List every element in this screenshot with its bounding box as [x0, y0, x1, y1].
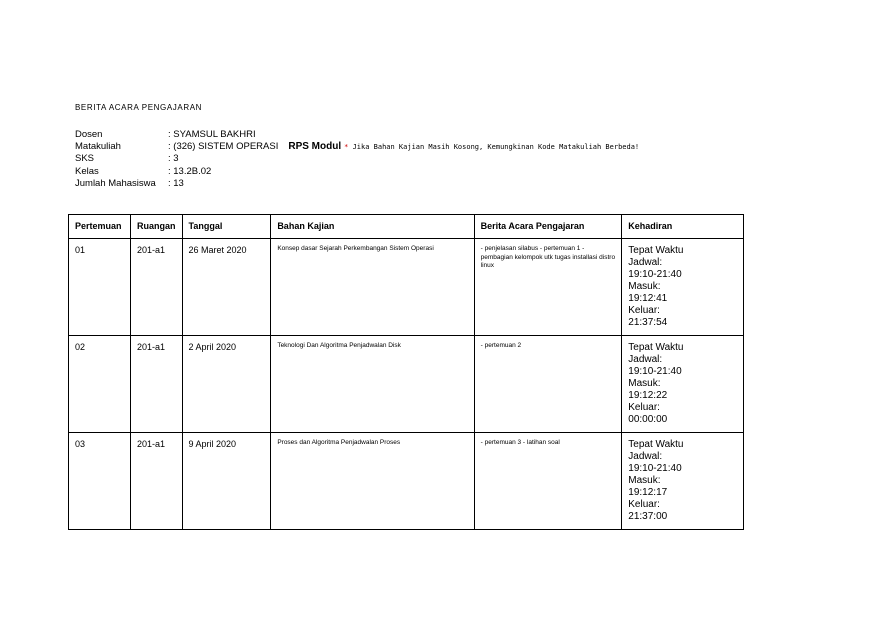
cell-pertemuan: 03 [69, 433, 131, 530]
schedule-value: 19:10-21:40 [628, 269, 682, 280]
info-value: : 13.2B.02 [168, 165, 212, 177]
info-row-dosen [75, 129, 639, 141]
info-value: : (326) SISTEM OPERASI [168, 141, 279, 153]
header-ruangan: Ruangan [130, 215, 182, 239]
attendance-table [68, 214, 744, 530]
table-header-row [69, 215, 744, 239]
check-in-value: 19:12:17 [628, 487, 668, 498]
check-out-label: Keluar: [628, 305, 660, 316]
info-label: Matakuliah [75, 141, 121, 153]
cell-bahan-kajian: Proses dan Algoritma Penjadwalan Proses [271, 433, 474, 530]
cell-tanggal: 2 April 2020 [182, 336, 271, 433]
cell-berita-acara: - pertemuan 2 [474, 336, 622, 433]
schedule-label: Jadwal: [628, 257, 663, 268]
info-row-matakuliah [75, 141, 639, 153]
info-label: SKS [75, 153, 95, 165]
check-out-value: 21:37:00 [628, 511, 668, 522]
header-berita-acara: Berita Acara Pengajaran [474, 215, 622, 239]
check-in-label: Masuk: [628, 475, 661, 486]
check-in-value: 19:12:41 [628, 293, 668, 304]
schedule-label: Jadwal: [628, 354, 663, 365]
cell-tanggal: 9 April 2020 [182, 433, 271, 530]
cell-ruangan: 201-a1 [130, 336, 182, 433]
header-bahan-kajian: Bahan Kajian [271, 215, 474, 239]
cell-ruangan: 201-a1 [130, 239, 182, 336]
info-value: : 3 [168, 153, 179, 165]
course-info [75, 129, 639, 190]
check-out-label: Keluar: [628, 402, 660, 413]
cell-pertemuan: 01 [69, 239, 131, 336]
note-asterisk: * [344, 143, 349, 152]
info-label: Jumlah Mahasiswa [75, 177, 156, 189]
table-row [69, 336, 744, 433]
info-label: Kelas [75, 165, 99, 177]
cell-ruangan: 201-a1 [130, 433, 182, 530]
info-row-sks [75, 153, 639, 165]
rps-modul-link[interactable]: RPS Modul [288, 141, 342, 153]
cell-berita-acara: - penjelasan silabus - pertemuan 1 - pembagian kelompok utk tugas installasi distro linux [474, 239, 622, 336]
cell-bahan-kajian: Teknologi Dan Algoritma Penjadwalan Disk [271, 336, 474, 433]
info-row-jumlah [75, 178, 639, 190]
table-row [69, 433, 744, 530]
cell-pertemuan: 02 [69, 336, 131, 433]
attendance-status: Tepat Waktu [628, 342, 684, 353]
header-pertemuan: Pertemuan [69, 215, 131, 239]
warning-note [344, 141, 639, 153]
schedule-label: Jadwal: [628, 451, 663, 462]
info-value: : 13 [168, 177, 184, 189]
check-in-label: Masuk: [628, 281, 661, 292]
attendance-status: Tepat Waktu [628, 245, 684, 256]
cell-tanggal: 26 Maret 2020 [182, 239, 271, 336]
attendance-status: Tepat Waktu [628, 439, 684, 450]
info-row-kelas [75, 166, 639, 178]
cell-kehadiran [622, 336, 744, 433]
info-label: Dosen [75, 129, 103, 140]
header-kehadiran: Kehadiran [622, 215, 744, 239]
check-out-label: Keluar: [628, 499, 660, 510]
note-text: Jika Bahan Kajian Masih Kosong, Kemungkinan Kode Matakuliah Berbeda! [352, 143, 640, 152]
cell-kehadiran [622, 433, 744, 530]
schedule-value: 19:10-21:40 [628, 463, 682, 474]
cell-bahan-kajian: Konsep dasar Sejarah Perkembangan Sistem Operasi [271, 239, 474, 336]
header-tanggal: Tanggal [182, 215, 271, 239]
info-value: : SYAMSUL BAKHRI [168, 129, 256, 140]
check-out-value: 21:37:54 [628, 317, 668, 328]
check-in-value: 19:12:22 [628, 390, 668, 401]
cell-berita-acara: - pertemuan 3 - latihan soal [474, 433, 622, 530]
document-title: BERITA ACARA PENGAJARAN [75, 103, 203, 112]
check-out-value: 00:00:00 [628, 414, 668, 425]
table-row [69, 239, 744, 336]
cell-kehadiran [622, 239, 744, 336]
check-in-label: Masuk: [628, 378, 661, 389]
schedule-value: 19:10-21:40 [628, 366, 682, 377]
